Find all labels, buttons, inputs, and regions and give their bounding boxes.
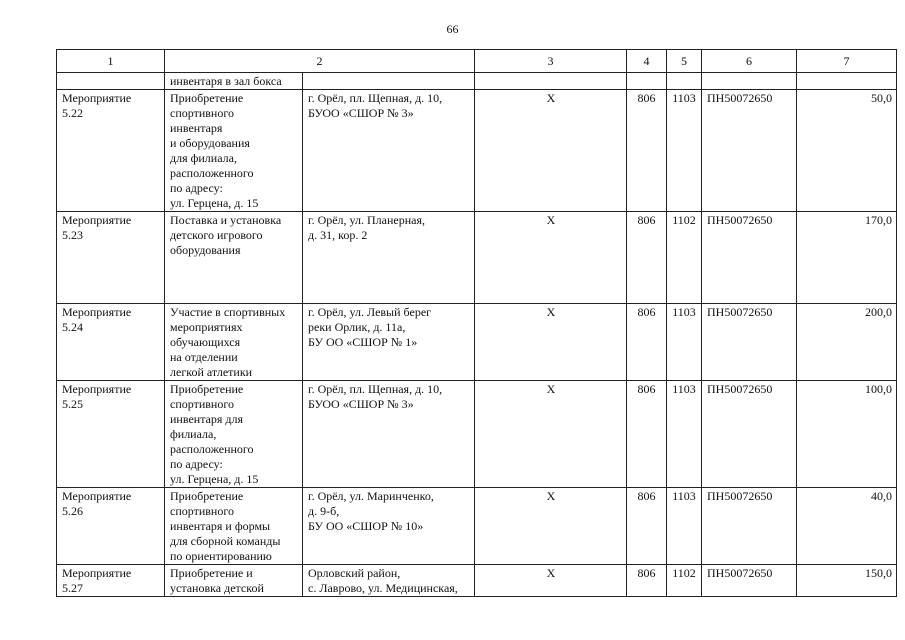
col7-cell: 40,0 — [797, 488, 897, 565]
col5-cell: 1102 — [667, 212, 702, 304]
description-cell: Участие в спортивных мероприятиях обучающихся на отделении легкой атлетики — [165, 304, 303, 381]
column-header-1: 1 — [57, 50, 165, 73]
table-row — [57, 304, 897, 381]
col7-cell: 170,0 — [797, 212, 897, 304]
table-cell — [627, 73, 667, 90]
col4-cell: 806 — [627, 304, 667, 381]
col6-cell: ПН50072650 — [702, 381, 797, 488]
column-header-2: 2 — [165, 50, 475, 73]
column-header-5: 5 — [667, 50, 702, 73]
table-cell — [57, 73, 165, 90]
col3-cell: Х — [475, 304, 627, 381]
address-cell: г. Орёл, ул. Планерная, д. 31, кор. 2 — [303, 212, 475, 304]
col7-cell: 50,0 — [797, 90, 897, 212]
column-header-3: 3 — [475, 50, 627, 73]
event-cell: Мероприятие 5.22 — [57, 90, 165, 212]
description-cell: Приобретение и установка детской — [165, 565, 303, 597]
col3-cell: Х — [475, 212, 627, 304]
table-cell — [475, 73, 627, 90]
col5-cell: 1103 — [667, 304, 702, 381]
col5-cell: 1103 — [667, 381, 702, 488]
table-row — [57, 488, 897, 565]
event-cell: Мероприятие 5.25 — [57, 381, 165, 488]
budget-table — [56, 49, 897, 597]
table-row — [57, 212, 897, 304]
continuation-row — [57, 73, 897, 90]
column-header-6: 6 — [702, 50, 797, 73]
event-cell: Мероприятие 5.24 — [57, 304, 165, 381]
description-cell: Приобретение спортивного инвентаря и формы для сборной команды по ориентированию — [165, 488, 303, 565]
col6-cell: ПН50072650 — [702, 90, 797, 212]
address-cell: Орловский район, с. Лаврово, ул. Медицинская, — [303, 565, 475, 597]
table-cell — [303, 73, 475, 90]
col3-cell: Х — [475, 90, 627, 212]
col4-cell: 806 — [627, 212, 667, 304]
address-cell: г. Орёл, пл. Щепная, д. 10, БУОО «СШОР № 3» — [303, 90, 475, 212]
event-cell: Мероприятие 5.27 — [57, 565, 165, 597]
col5-cell: 1103 — [667, 90, 702, 212]
address-cell: г. Орёл, ул. Левый берег реки Орлик, д. 11а, БУ ОО «СШОР № 1» — [303, 304, 475, 381]
col6-cell: ПН50072650 — [702, 565, 797, 597]
col4-cell: 806 — [627, 565, 667, 597]
header-row — [57, 50, 897, 73]
event-cell: Мероприятие 5.26 — [57, 488, 165, 565]
table-row — [57, 565, 897, 597]
address-cell: г. Орёл, ул. Маринченко, д. 9-б, БУ ОО «СШОР № 10» — [303, 488, 475, 565]
description-cell: Поставка и установка детского игрового оборудования — [165, 212, 303, 304]
table-cell — [667, 73, 702, 90]
col4-cell: 806 — [627, 90, 667, 212]
col3-cell: Х — [475, 565, 627, 597]
col5-cell: 1103 — [667, 488, 702, 565]
column-header-4: 4 — [627, 50, 667, 73]
table-row — [57, 381, 897, 488]
page-number: 66 — [446, 22, 459, 36]
col7-cell: 200,0 — [797, 304, 897, 381]
col6-cell: ПН50072650 — [702, 304, 797, 381]
col4-cell: 806 — [627, 381, 667, 488]
col4-cell: 806 — [627, 488, 667, 565]
table-cell — [702, 73, 797, 90]
event-cell: Мероприятие 5.23 — [57, 212, 165, 304]
column-header-7: 7 — [797, 50, 897, 73]
description-cell: Приобретение спортивного инвентаря и оборудования для филиала, расположенного по адресу: ул. Герцена, д. 15 — [165, 90, 303, 212]
table-cell — [797, 73, 897, 90]
col5-cell: 1102 — [667, 565, 702, 597]
address-cell: г. Орёл, пл. Щепная, д. 10, БУОО «СШОР № 3» — [303, 381, 475, 488]
col3-cell: Х — [475, 381, 627, 488]
col6-cell: ПН50072650 — [702, 212, 797, 304]
table-row — [57, 90, 897, 212]
col7-cell: 100,0 — [797, 381, 897, 488]
description-cell: Приобретение спортивного инвентаря для филиала, расположенного по адресу: ул. Герцена, д. 15 — [165, 381, 303, 488]
col3-cell: Х — [475, 488, 627, 565]
continuation-text: инвентаря в зал бокса — [165, 73, 303, 90]
col7-cell: 150,0 — [797, 565, 897, 597]
col6-cell: ПН50072650 — [702, 488, 797, 565]
